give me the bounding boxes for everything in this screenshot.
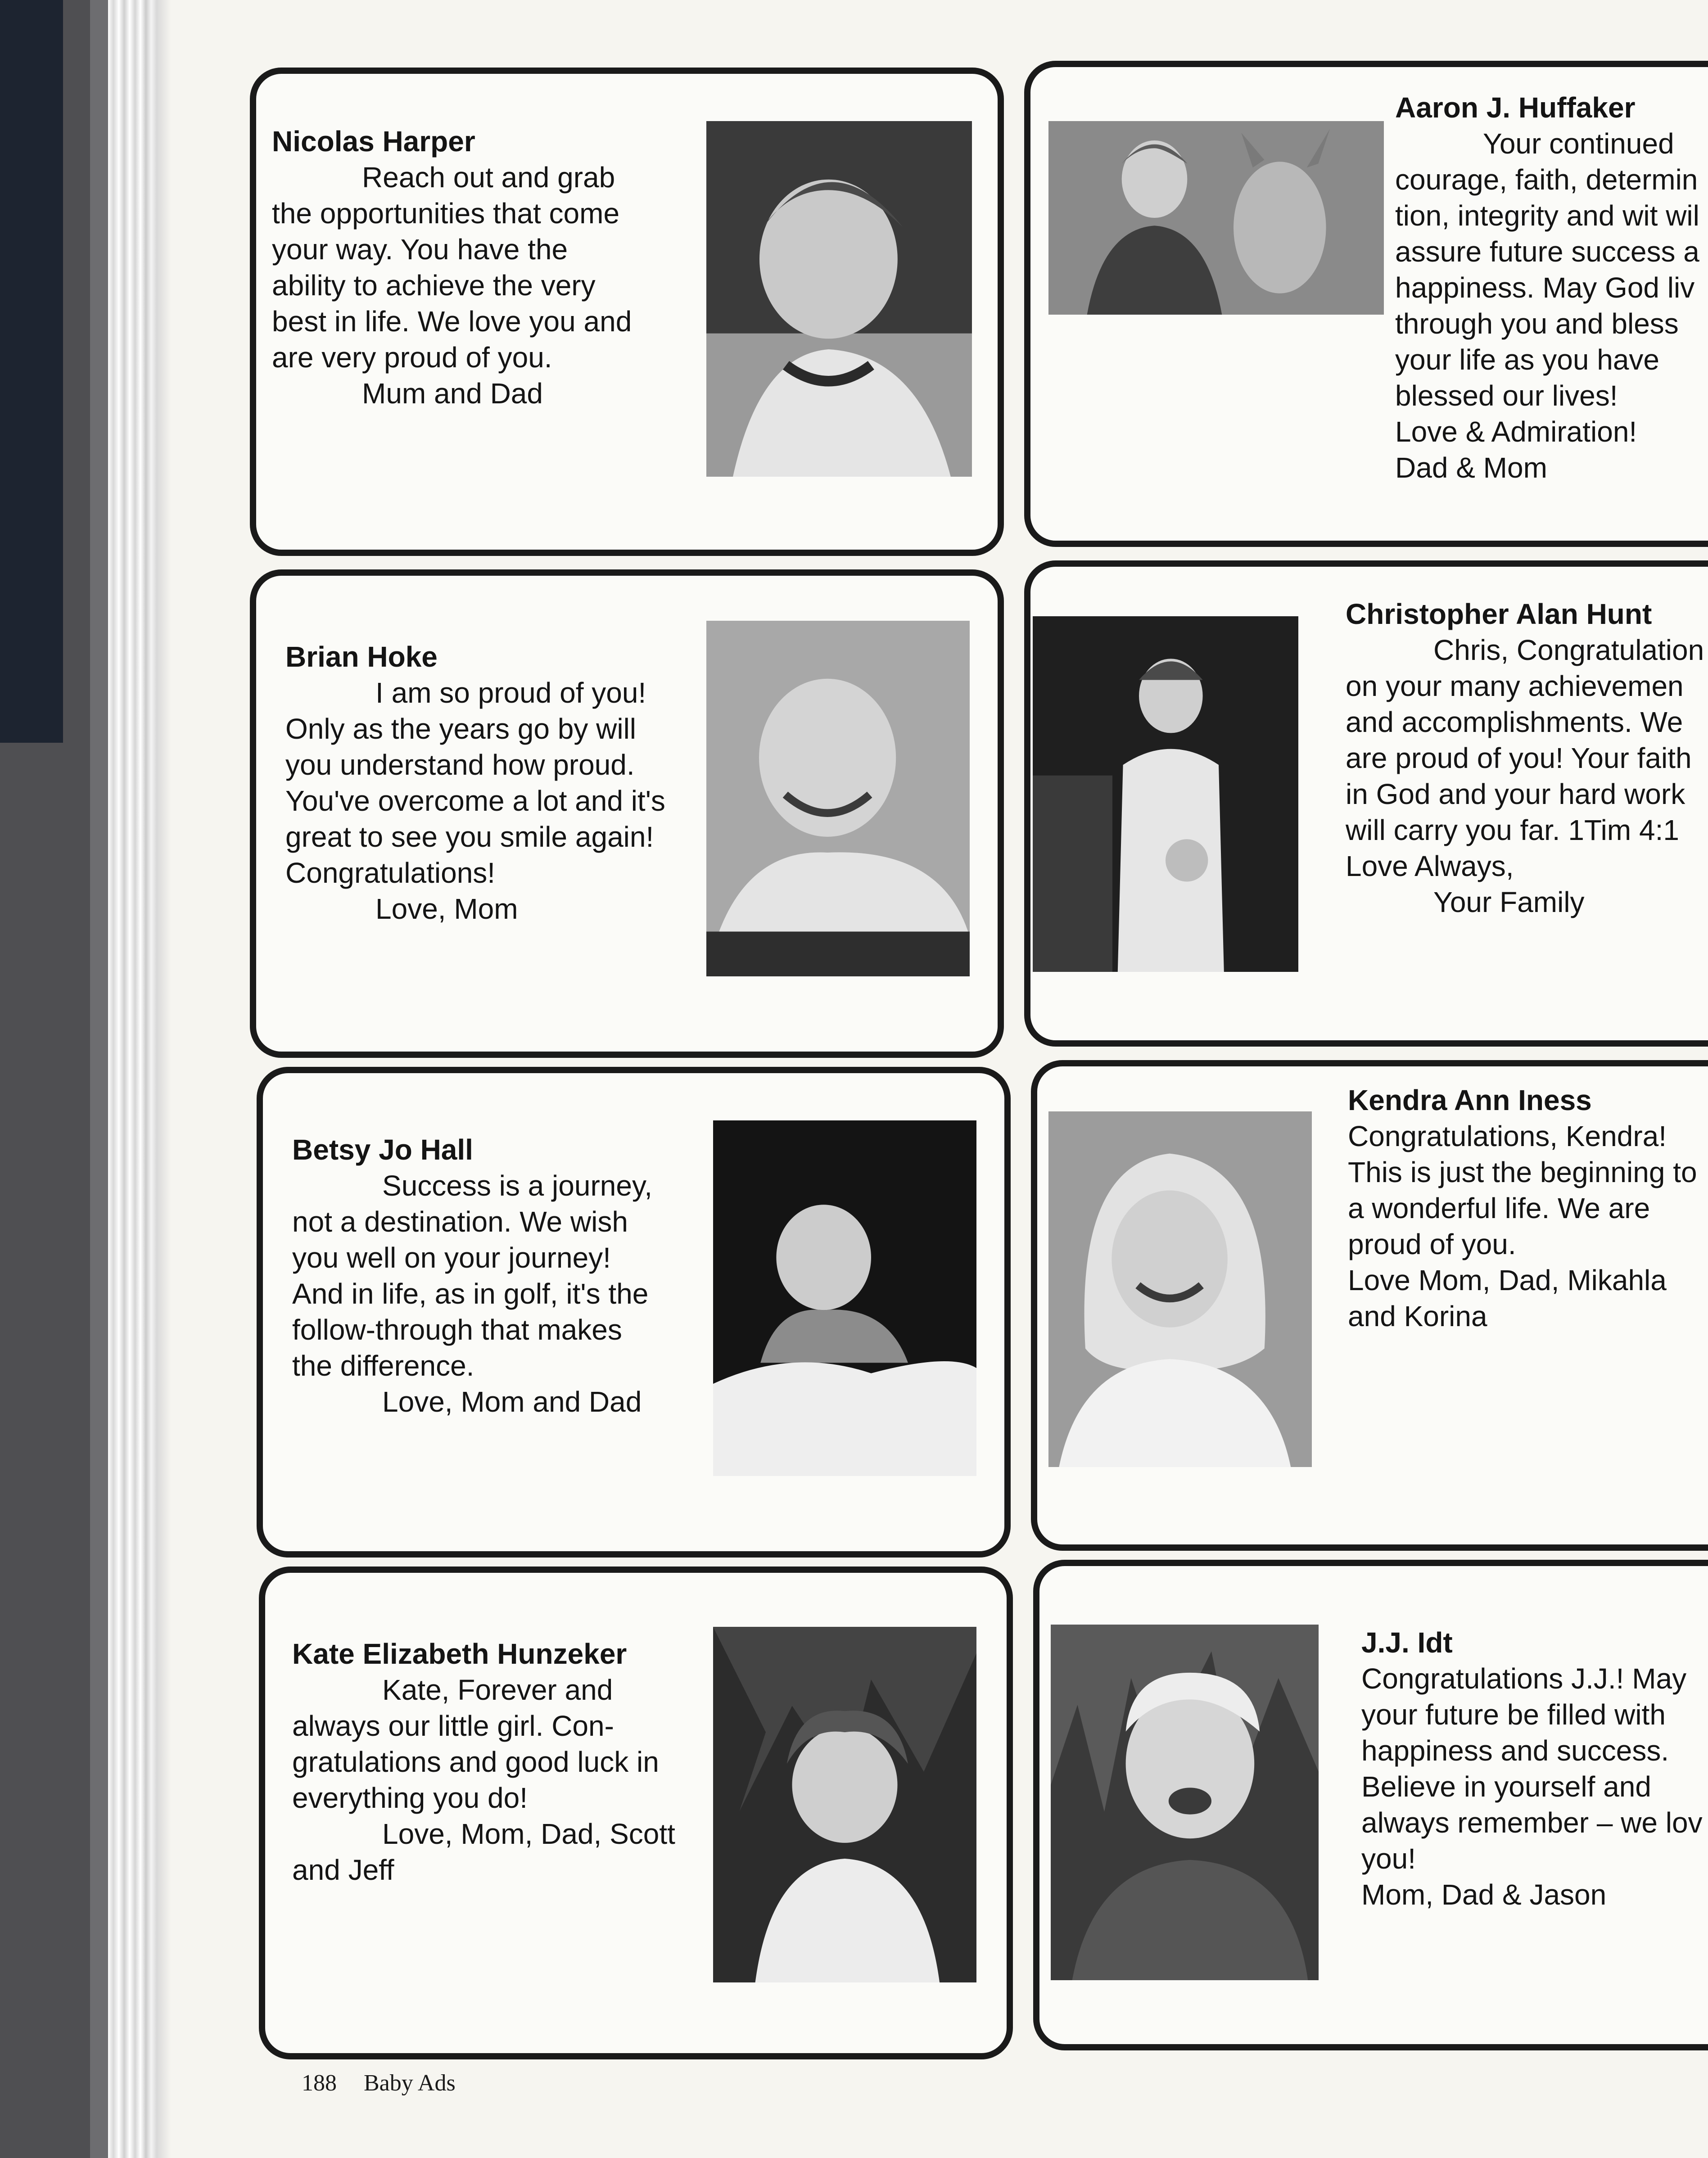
message-line: always remember – we lov	[1361, 1806, 1703, 1839]
message-line: your future be filled with	[1361, 1698, 1666, 1731]
section-title: Baby Ads	[364, 2070, 456, 2096]
ad-text	[292, 1636, 675, 1888]
message-line: This is just the beginning to	[1348, 1156, 1697, 1188]
message-line: and accomplishments. We	[1346, 706, 1683, 738]
page-number: 188	[302, 2070, 337, 2096]
message-line: in God and your hard work	[1346, 778, 1685, 810]
message-line: Only as the years go by will	[285, 713, 636, 745]
message-line: gratulations and good luck in	[292, 1746, 659, 1778]
signature: Love, Mom and Dad	[382, 1386, 642, 1418]
message-line: blessed our lives!	[1395, 379, 1618, 412]
message-line: Love, Mom, Dad, Scott	[382, 1818, 675, 1850]
message-line: You've overcome a lot and it's	[285, 785, 665, 817]
book-cover-edge	[0, 0, 63, 743]
message-line: Kate, Forever and	[382, 1674, 613, 1706]
message-line: your way. You have the	[272, 233, 568, 266]
message-line: not a destination. We wish	[292, 1205, 628, 1238]
message-line: Love Mom, Dad, Mikahla	[1348, 1264, 1667, 1296]
message-line: on your many achievemen	[1346, 670, 1684, 702]
child-name: J.J. Idt	[1361, 1626, 1453, 1659]
ad-text	[1348, 1082, 1697, 1334]
child-name: Aaron J. Huffaker	[1395, 91, 1636, 124]
ad-text	[272, 123, 632, 411]
ad-text	[1395, 90, 1699, 486]
message-line: your life as you have	[1395, 343, 1659, 376]
ad-text	[292, 1132, 652, 1420]
message-line: the difference.	[292, 1350, 474, 1382]
child-photo	[706, 621, 970, 976]
message-line: great to see you smile again!	[285, 821, 654, 853]
ad-card-aaron-huffaker	[1024, 61, 1708, 547]
message-line: follow-through that makes	[292, 1314, 622, 1346]
message-line: courage, faith, determin	[1395, 163, 1698, 196]
message-line: Reach out and grab	[362, 161, 615, 194]
message-line: tion, integrity and wit wil	[1395, 199, 1699, 232]
ad-card-nicolas-harper	[250, 68, 1004, 556]
message-line: the opportunities that come	[272, 197, 620, 230]
message-line: Your continued	[1483, 127, 1674, 160]
message-line: And in life, as in golf, it's the	[292, 1278, 649, 1310]
child-name: Kate Elizabeth Hunzeker	[292, 1638, 627, 1670]
message-line: Love Always,	[1346, 850, 1514, 882]
message-line: Congratulations, Kendra!	[1348, 1120, 1667, 1152]
message-line: assure future success a	[1395, 235, 1699, 268]
message-line: Believe in yourself and	[1361, 1770, 1651, 1803]
child-photo	[1048, 1111, 1312, 1467]
message-line: Congratulations J.J.! May	[1361, 1662, 1687, 1695]
message-line: always our little girl. Con-	[292, 1710, 614, 1742]
signature: and Jeff	[292, 1854, 394, 1886]
message-line: ability to achieve the very	[272, 269, 596, 302]
ad-text	[285, 639, 665, 927]
message-line: Love & Admiration!	[1395, 415, 1637, 448]
child-photo	[706, 121, 972, 477]
message-line: happiness and success.	[1361, 1734, 1669, 1767]
message-line: through you and bless	[1395, 307, 1679, 340]
ad-text	[1361, 1625, 1703, 1913]
message-line: Chris, Congratulation	[1433, 634, 1704, 666]
message-line: Congratulations!	[285, 857, 496, 889]
message-line: you!	[1361, 1842, 1416, 1875]
message-line: proud of you.	[1348, 1228, 1516, 1260]
message-line: are proud of you! Your faith	[1346, 742, 1692, 774]
message-line: you well on your journey!	[292, 1242, 611, 1274]
message-line: everything you do!	[292, 1782, 528, 1814]
message-line: are very proud of you.	[272, 341, 552, 374]
child-photo	[1051, 1625, 1319, 1980]
child-photo	[713, 1120, 976, 1476]
signature: Mum and Dad	[362, 377, 543, 410]
ad-card-jj-idt	[1033, 1560, 1708, 2050]
child-name: Brian Hoke	[285, 641, 438, 673]
signature: Dad & Mom	[1395, 451, 1547, 484]
signature: and Korina	[1348, 1300, 1487, 1332]
child-photo	[1033, 616, 1298, 972]
message-line: I am so proud of you!	[375, 677, 646, 709]
child-photo	[713, 1627, 976, 1982]
message-line: happiness. May God liv	[1395, 271, 1695, 304]
child-name: Nicolas Harper	[272, 125, 475, 158]
message-line: best in life. We love you and	[272, 305, 632, 338]
ad-card-christopher-hunt	[1024, 560, 1708, 1047]
child-name: Kendra Ann Iness	[1348, 1084, 1592, 1116]
message-line: you understand how proud.	[285, 749, 635, 781]
ad-card-kate-hunzeker	[259, 1567, 1013, 2059]
ad-text	[1346, 596, 1704, 920]
message-line: will carry you far. 1Tim 4:1	[1346, 814, 1679, 846]
child-name: Christopher Alan Hunt	[1346, 598, 1652, 630]
child-photo	[1048, 121, 1384, 315]
signature: Your Family	[1433, 886, 1585, 918]
page-footer	[302, 2070, 483, 2096]
ad-card-betsy-hall	[257, 1067, 1011, 1558]
child-name: Betsy Jo Hall	[292, 1133, 473, 1166]
message-line: a wonderful life. We are	[1348, 1192, 1650, 1224]
message-line: Success is a journey,	[382, 1169, 652, 1202]
signature: Mom, Dad & Jason	[1361, 1878, 1607, 1911]
ad-card-kendra-iness	[1031, 1060, 1708, 1551]
signature: Love, Mom	[375, 893, 518, 925]
ad-card-brian-hoke	[250, 569, 1004, 1058]
